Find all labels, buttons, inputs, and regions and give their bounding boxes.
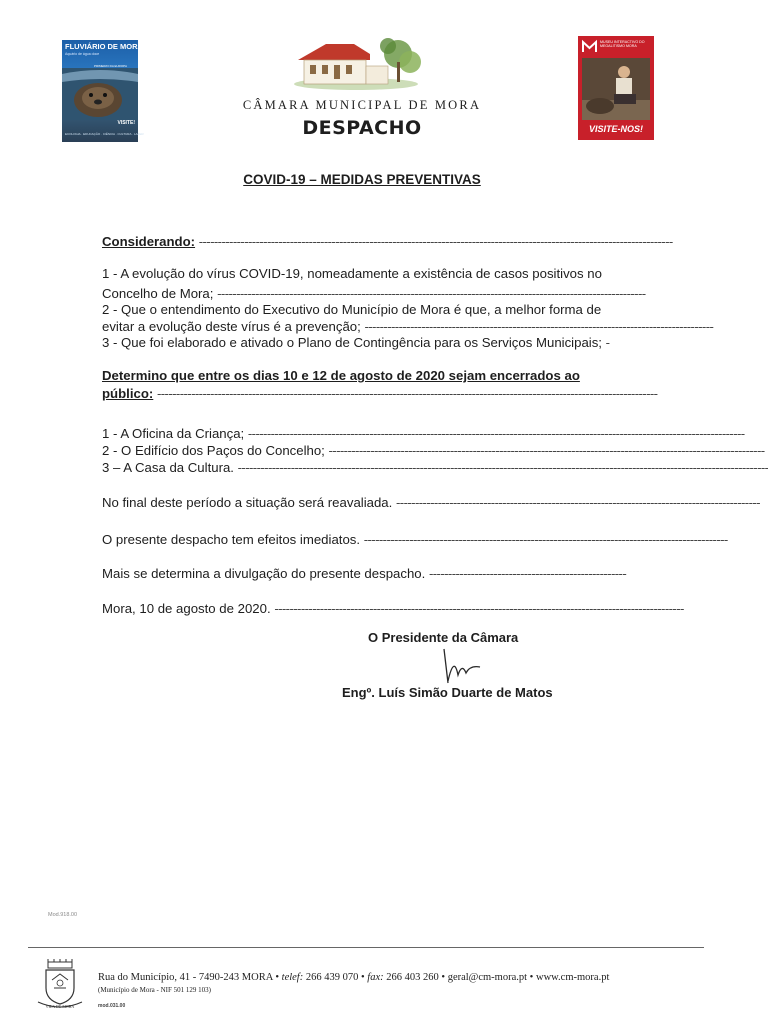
- fluviario-ad-keywords: ECOLOGIA · EDUCAÇÃO · CIÊNCIA · CULTURA · LAZER: [65, 132, 144, 136]
- fluviario-ad-title: FLUVIÁRIO DE MORA: [65, 42, 143, 51]
- museum-logo-icon: [582, 40, 597, 53]
- dash-filler: -----------------------------------------------------------------------------------------------------------------------------: [198, 234, 673, 249]
- point2-text-b: evitar a evolução deste vírus é a prevenção;: [102, 319, 361, 334]
- determino-line-a: [102, 368, 616, 384]
- determino-text-b: público:: [102, 386, 154, 401]
- document-type-title: DESPACHO: [302, 117, 422, 139]
- point1-line-a: [102, 266, 616, 282]
- institution-name: CÂMARA MUNICIPAL DE MORA: [242, 98, 482, 112]
- point1-line-b: [102, 286, 646, 302]
- dash-filler: -: [605, 335, 610, 350]
- footer-nif: (Município de Mora - NIF 501 129 103): [98, 986, 211, 994]
- footer-website-link[interactable]: www.cm-mora.pt: [535, 972, 610, 983]
- item2-text: 2 - O Edifício dos Paços do Concelho;: [102, 443, 325, 458]
- dash-filler: ------------------------------------------------------------------------------------------------: [363, 532, 728, 547]
- item1-line: [102, 426, 745, 442]
- fluviario-ad-cta: VISITE!: [117, 120, 135, 126]
- footer-divider: [28, 947, 704, 948]
- item3-text: 3 – A Casa da Cultura.: [102, 460, 234, 475]
- dash-filler: ------------------------------------------------------------------------------------------------------------: [274, 601, 684, 616]
- megalitismo-ad-cta: VISITE-NOS!: [588, 124, 643, 134]
- divulgacao-text: Mais se determina a divulgação do presente despacho.: [102, 566, 426, 581]
- dash-filler: -----------------------------------------------------------------------------------------------------------------: [217, 286, 646, 301]
- footer-telef: 266 439 070: [305, 972, 359, 983]
- footer-fax-label: fax:: [367, 972, 384, 983]
- megalitismo-ad-title: MUSEU INTERACTIVO DO MEGALITISMO MORA: [600, 40, 645, 49]
- town-hall-drawing-icon: [292, 32, 432, 96]
- determino-line-b: [102, 386, 658, 402]
- document-subject: COVID-19 – MEDIDAS PREVENTIVAS: [243, 172, 481, 187]
- handwritten-signature-icon: [436, 645, 486, 687]
- point2-text-a: 2 - Que o entendimento do Executivo do Município de Mora é que, a melhor forma de: [102, 302, 602, 317]
- footer-contacts: Rua do Município, 41 - 7490-243 MORA • telef: 266 439 070 • fax: 266 403 260 • geral@cm-mora.pt • www.cm-mora.pt: [98, 972, 610, 983]
- dash-filler: -----------------------------------------------------------------------------------------------------------------------------------: [247, 426, 745, 441]
- municipal-crest-icon: [34, 958, 86, 1010]
- dash-filler: ------------------------------------------------------------------------------------------------: [395, 495, 760, 510]
- divulgacao-line: [102, 566, 627, 582]
- fluviario-ad-subtitle: Aquário de água doce: [65, 52, 100, 56]
- reavaliada-line: [102, 495, 760, 511]
- efeitos-line: [102, 532, 728, 548]
- item3-line: [102, 460, 768, 476]
- dash-filler: -------------------------------------------------------------------------------------------------------------------: [328, 443, 765, 458]
- dash-filler: --------------------------------------------------------------------------------------------: [364, 319, 714, 334]
- point1-text-b: Concelho de Mora;: [102, 286, 214, 301]
- signatory-role: O Presidente da Câmara: [368, 630, 519, 645]
- date-text: Mora, 10 de agosto de 2020.: [102, 601, 271, 616]
- footer-fax: 266 403 260: [386, 972, 439, 983]
- footer-form-code: mod.031.00: [98, 1003, 126, 1009]
- footer-address: Rua do Município, 41 - 7490-243 MORA: [98, 972, 273, 983]
- form-code-body: Mod.918.00: [48, 912, 78, 918]
- item1-text: 1 - A Oficina da Criança;: [102, 426, 245, 441]
- signatory-name: Engº. Luís Simão Duarte de Matos: [342, 685, 553, 700]
- dash-filler: ----------------------------------------------------: [428, 566, 627, 581]
- footer-email-link[interactable]: geral@cm-mora.pt: [447, 972, 528, 983]
- footer-telef-label: telef:: [281, 972, 304, 983]
- determino-text-a: Determino que entre os dias 10 e 12 de agosto de 2020 sejam encerrados ao: [102, 368, 580, 383]
- efeitos-text: O presente despacho tem efeitos imediatos.: [102, 532, 361, 547]
- date-line: [102, 601, 684, 617]
- point2-line-a: [102, 302, 616, 318]
- fluviario-ad-tagline: PRIMEIRO DA EUROPA: [94, 64, 127, 68]
- point3-text: 3 - Que foi elaborado e ativado o Plano de Contingência para os Serviços Municipais;: [102, 335, 602, 350]
- point3-line: [102, 335, 616, 351]
- point1-text-a: 1 - A evolução do vírus COVID-19, nomeadamente a existência de casos positivos no: [102, 266, 602, 281]
- reavaliada-text: No final deste período a situação será reavaliada.: [102, 495, 393, 510]
- item2-line: [102, 443, 765, 459]
- considerando-line: [102, 234, 673, 250]
- megalitismo-museum-ad: [578, 36, 654, 140]
- point2-line-b: [102, 319, 714, 335]
- crest-label: VILA DE MORA: [45, 1004, 75, 1009]
- dash-filler: ------------------------------------------------------------------------------------------------------------------------------------: [156, 386, 658, 401]
- dash-filler: --------------------------------------------------------------------------------------------------------------------------------------------: [237, 460, 768, 475]
- museum-photo-icon: [582, 58, 650, 120]
- considerando-heading: Considerando:: [102, 234, 196, 249]
